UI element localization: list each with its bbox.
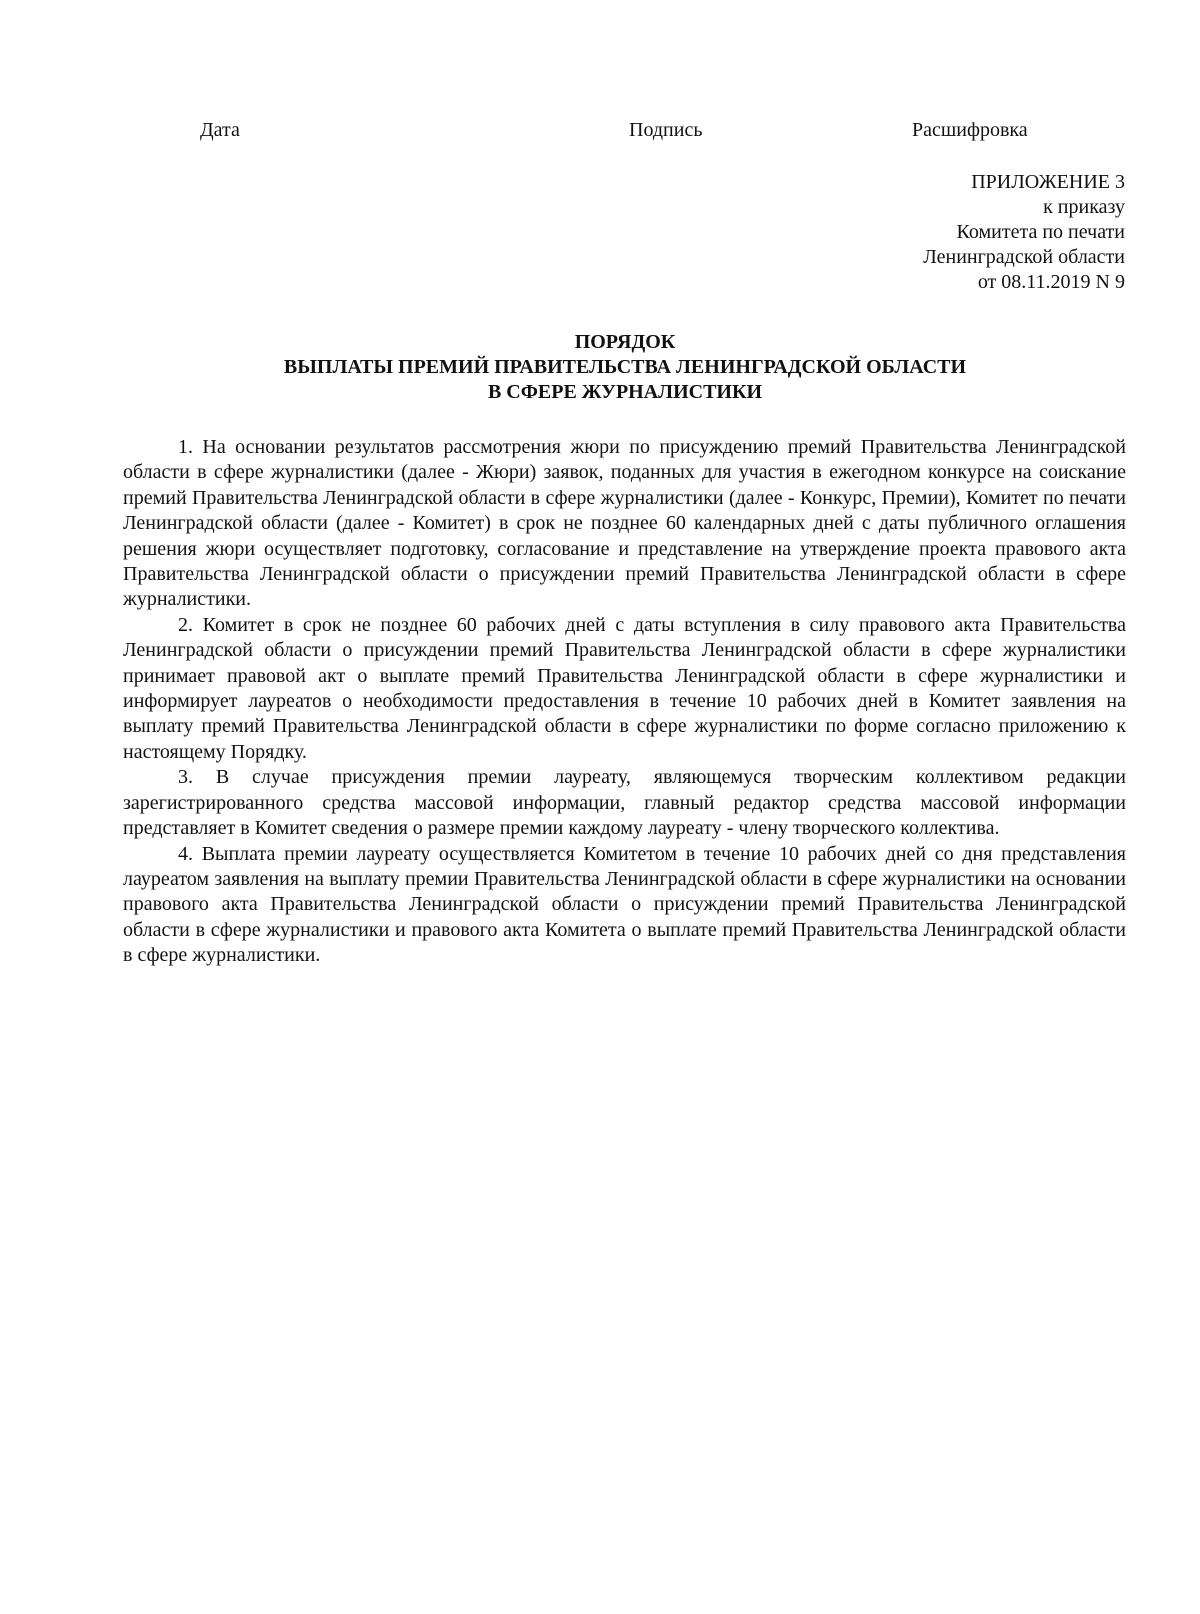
document-body bbox=[123, 435, 1126, 969]
paragraph-2: 2. Комитет в срок не позднее 60 рабочих дней с даты вступления в силу правового акта Правительства Ленинградской области о присуждении премий Правительства Ленинградской области в сфере журналистики принимает правовой акт о выплате премий Правительства Ленинградской области в сфере журналистики и информирует лауреатов о необходимости предоставления в течение 10 рабочих дней в Комитет заявления на выплату премий Правительства Ленинградской области в сфере журналистики по форме согласно приложению к настоящему Порядку. bbox=[123, 613, 1126, 763]
paragraph-3: 3. В случае присуждения премии лауреату, являющемуся творческим коллективом редакции зарегистрированного средства массовой информации, главный редактор средства массовой информации представляет в Комитет сведения о размере премии каждому лауреату - члену творческого коллектива. bbox=[123, 766, 1126, 840]
appendix-header bbox=[923, 170, 1125, 295]
appendix-committee: Комитета по печати bbox=[956, 221, 1125, 243]
title-line-2: ВЫПЛАТЫ ПРЕМИЙ ПРАВИТЕЛЬСТВА ЛЕНИНГРАДСКОЙ ОБЛАСТИ bbox=[283, 356, 967, 378]
signature-row-date-label: Дата bbox=[200, 119, 240, 141]
appendix-order-ref: к приказу bbox=[1043, 196, 1125, 218]
appendix-date-number: от 08.11.2019 N 9 bbox=[977, 271, 1125, 293]
title-line-3: В СФЕРЕ ЖУРНАЛИСТИКИ bbox=[487, 381, 763, 403]
title-line-1: ПОРЯДОК bbox=[574, 331, 676, 353]
document-title bbox=[120, 330, 1130, 405]
paragraph-1: 1. На основании результатов рассмотрения жюри по присуждению премий Правительства Ленинградской области в сфере журналистики (далее - Жюри) заявок, поданных для участия в ежегодном конкурсе на соискание премий Правительства Ленинградской области в сфере журналистики (далее - Конкурс, Премии), Комитет по печати Ленинградской области (далее - Комитет) в срок не позднее 60 календарных дней с даты публичного оглашения решения жюри осуществляет подготовку, согласование и представление на утверждение проекта правового акта Правительства Ленинградской области о присуждении премий Правительства Ленинградской области в сфере журналистики. bbox=[123, 436, 1126, 611]
signature-row-signature-label: Подпись bbox=[629, 119, 703, 141]
appendix-number: ПРИЛОЖЕНИЕ 3 bbox=[971, 171, 1125, 193]
paragraph-4: 4. Выплата премии лауреату осуществляется Комитетом в течение 10 рабочих дней со дня представления лауреатом заявления на выплату премии Правительства Ленинградской области в сфере журналистики на основании правового акта Правительства Ленинградской области о присуждении премий Правительства Ленинградской области в сфере журналистики и правового акта Комитета о выплате премий Правительства Ленинградской области в сфере журналистики. bbox=[123, 842, 1126, 967]
appendix-region: Ленинградской области bbox=[923, 246, 1125, 268]
signature-row-decoding-label: Расшифровка bbox=[912, 119, 1028, 141]
